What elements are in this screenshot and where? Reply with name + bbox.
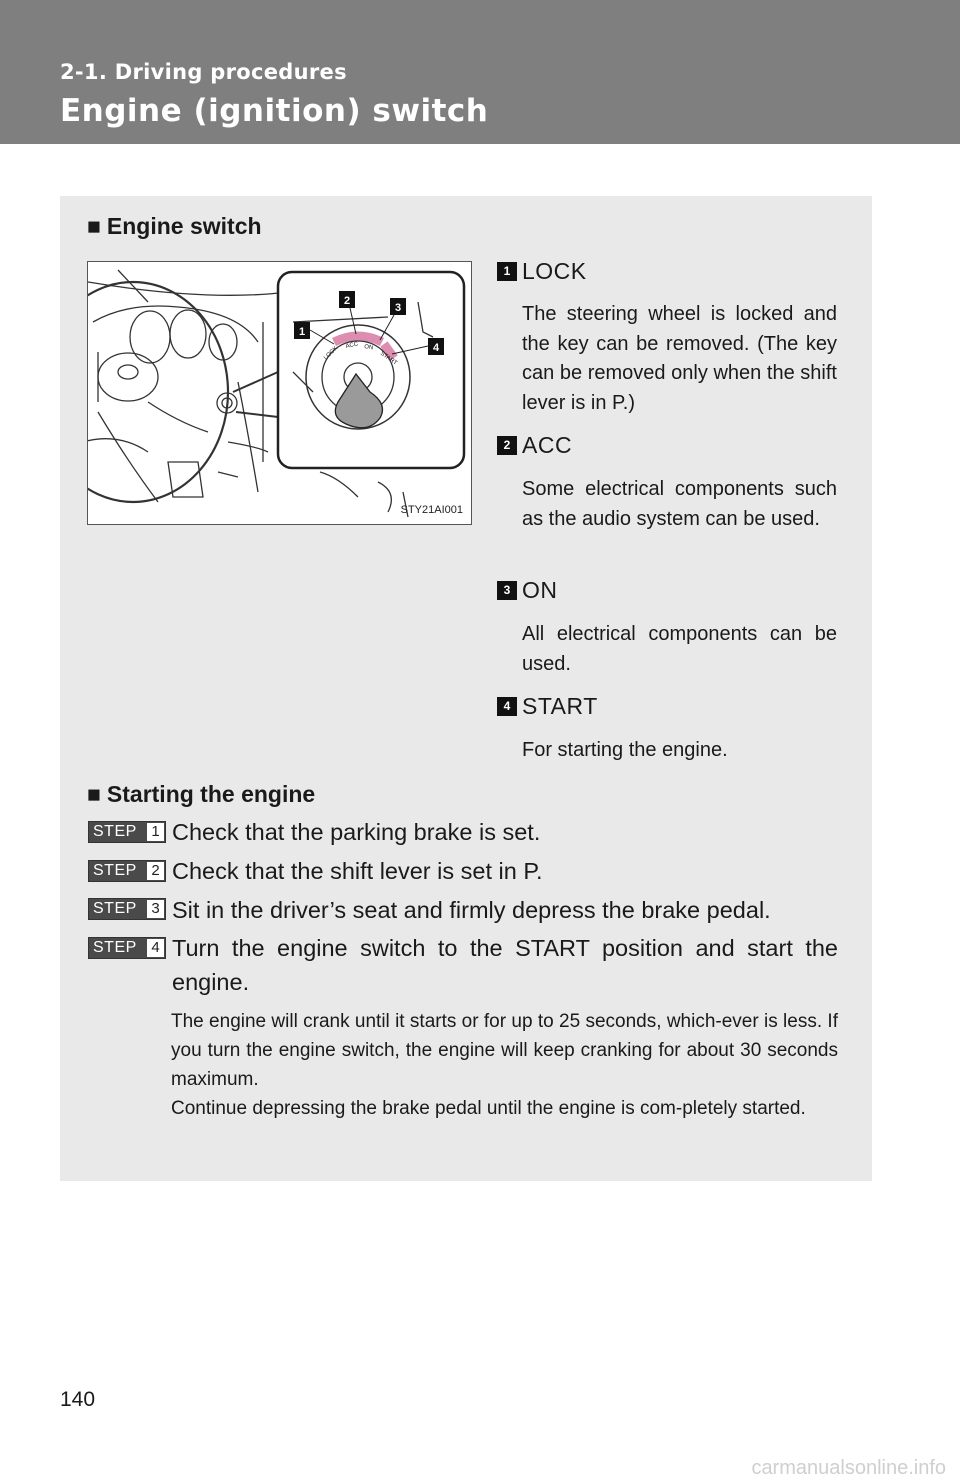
position-label: ON <box>522 577 558 603</box>
starting-heading: ■ Starting the engine <box>87 781 316 807</box>
number-badge: 3 <box>497 581 517 600</box>
step-badge-3: STEP 3 <box>88 898 166 920</box>
position-label: START <box>522 693 598 719</box>
number-badge: 2 <box>497 436 517 455</box>
page-title: Engine (ignition) switch <box>60 93 489 129</box>
callout-4: 4 <box>432 342 440 354</box>
square-bullet-icon: ■ <box>87 213 101 239</box>
callout-3: 3 <box>394 302 402 314</box>
dashboard-key-drawing <box>88 262 471 524</box>
square-bullet-icon: ■ <box>87 781 101 807</box>
step-note: The engine will crank until it starts or for up to 25 seconds, which-ever is less. If you turn the engine switch, the engine will keep cranking for about 30 seconds maximum. <box>171 1011 838 1090</box>
engine-switch-heading: ■ Engine switch <box>87 213 262 239</box>
position-desc: For starting the engine. <box>522 739 728 761</box>
page-header <box>0 0 960 144</box>
engine-switch-illustration <box>87 261 472 525</box>
ring-label-start: START <box>378 350 398 367</box>
position-desc: The steering wheel is locked and the key can be removed. (The key can be removed only when the shift lever is in P.) <box>522 303 837 414</box>
step-badge-1: STEP 1 <box>88 821 166 843</box>
step-note-2: Continue depressing the brake pedal until the engine is com-pletely started. <box>171 1098 806 1119</box>
ring-label-acc: ACC <box>345 341 359 350</box>
position-label: ACC <box>522 432 573 458</box>
step-text-4: Turn the engine switch to the START position and start the engine. <box>172 935 838 995</box>
watermark: carmanualsonline.info <box>751 1457 946 1479</box>
ring-label-on: ON <box>363 344 374 352</box>
step-badge-2: STEP 2 <box>88 860 166 882</box>
ring-label-lock: LOCK <box>323 345 339 362</box>
page-number: 140 <box>60 1388 96 1411</box>
position-label: LOCK <box>522 258 587 284</box>
number-badge: 4 <box>497 697 517 716</box>
position-desc: Some electrical components such as the audio system can be used. <box>522 478 837 530</box>
step-badge-4: STEP 4 <box>88 937 166 959</box>
section-label: 2-1. Driving procedures <box>60 60 347 84</box>
step-text-1: Check that the parking brake is set. <box>172 819 541 845</box>
step-text-3: Sit in the driver’s seat and firmly depress the brake pedal. <box>172 897 771 923</box>
figure-code: STY21AI001 <box>400 504 463 516</box>
callout-2: 2 <box>343 295 351 307</box>
position-desc: All electrical components can be used. <box>522 623 837 675</box>
step-text-2: Check that the shift lever is set in P. <box>172 858 543 884</box>
number-badge: 1 <box>497 262 517 281</box>
callout-1: 1 <box>298 326 306 338</box>
